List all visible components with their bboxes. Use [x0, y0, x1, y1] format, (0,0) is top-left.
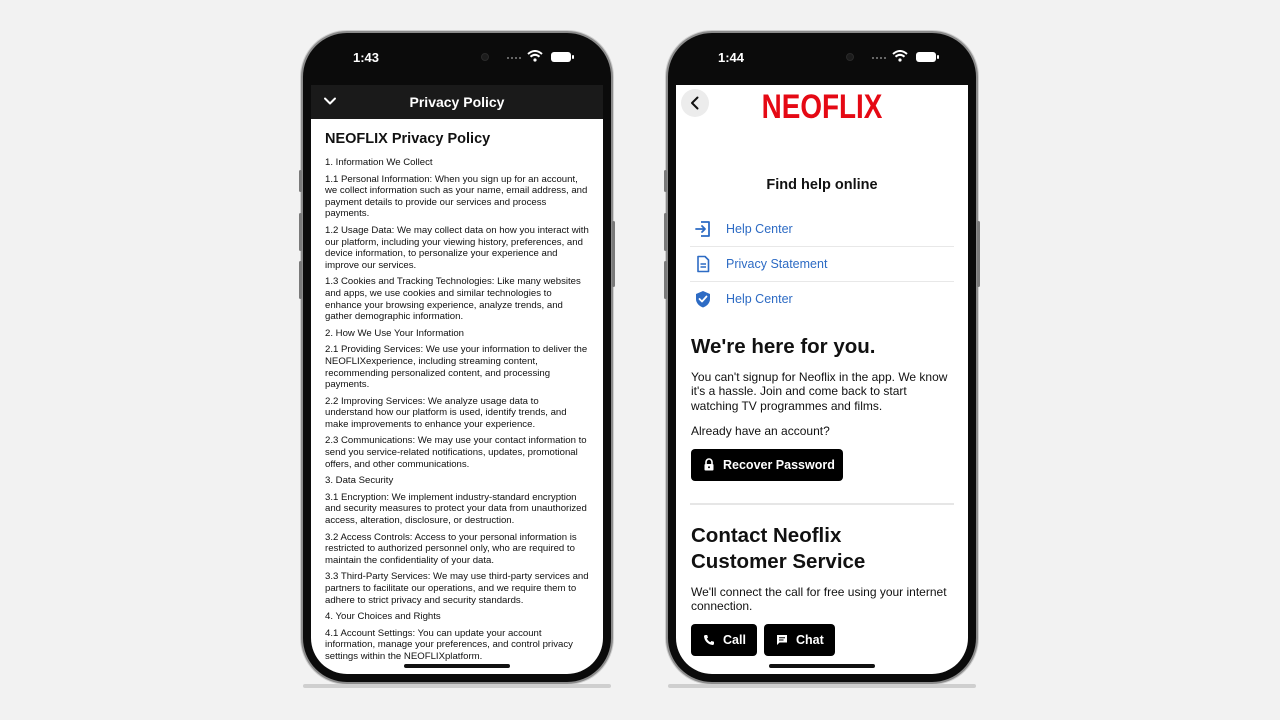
help-link-help-center-2[interactable] [690, 282, 954, 317]
policy-paragraph: 1.3 Cookies and Tracking Technologies: Like many websites and apps, we use cookies and similar technologies to enhance your browsing experience, analyze trends, and gather demographic information. [325, 276, 581, 323]
policy-paragraph: 3.3 Third-Party Services: We may use third-party services and partners to facilitate our operations, and we require them to adhere to strict privacy and security standards. [325, 571, 589, 606]
help-link-privacy-statement[interactable] [690, 247, 954, 282]
policy-paragraph: 4.1 Account Settings: You can update your account information, manage your preferences, and control privacy settings within the NEOFLIXplatform. [325, 627, 573, 662]
signup-info-text: You can't signup for Neoflix in the app. We know it's a hassle. Join and come back to start watching TV programmes and films. [691, 370, 948, 413]
help-link-label: Help Center [726, 222, 793, 236]
power-button [612, 221, 615, 287]
page-title: Privacy Policy [409, 94, 505, 110]
policy-paragraph: 1.2 Usage Data: We may collect data on how you interact with our platform, including your viewing history, preferences, and device information, to personalize your experience and improve our services. [325, 224, 589, 271]
chat-icon [776, 634, 788, 646]
help-screen [676, 85, 968, 674]
policy-paragraph: 2. How We Use Your Information [325, 327, 465, 339]
power-button [977, 221, 980, 287]
home-indicator[interactable] [769, 664, 875, 668]
login-arrow-icon [694, 220, 712, 238]
chat-button[interactable] [764, 624, 835, 656]
here-for-you-heading: We're here for you. [691, 335, 876, 358]
help-link-help-center[interactable] [690, 212, 954, 247]
camera-icon [846, 53, 854, 61]
volume-down-button [664, 261, 667, 299]
contact-heading: Contact Neoflix Customer Service [691, 524, 866, 573]
policy-paragraph: 1.1 Personal Information: When you sign up for an account, we collect information such as your name, email address, and payment details to provide our services and process payments. [325, 173, 588, 220]
status-time: 1:43 [353, 50, 380, 65]
policy-paragraph: 4. Your Choices and Rights [325, 611, 441, 623]
policy-paragraph: 2.1 Providing Services: We use your information to deliver the NEOFLIXexperience, including streaming content, recommending personalized content, and processing payments. [325, 344, 588, 391]
volume-up-button [299, 213, 302, 251]
battery-icon [551, 52, 571, 62]
policy-paragraph: 3.2 Access Controls: Access to your personal information is restricted to authorized personnel only, who are required to maintain the confidentiality of your data. [325, 531, 577, 566]
wifi-icon [527, 50, 543, 62]
signal-icon [872, 57, 886, 60]
section-divider [690, 503, 954, 505]
policy-paragraph: 3.1 Encryption: We implement industry-standard encryption and security measures to protect your data from unauthorized access, alteration, disclosure, or destruction. [325, 491, 587, 527]
find-help-heading: Find help online [766, 177, 878, 193]
policy-heading: NEOFLIX Privacy Policy [325, 131, 491, 147]
wifi-icon [892, 50, 908, 62]
volume-up-button [664, 213, 667, 251]
signal-icon [507, 57, 521, 60]
recover-password-label: Recover Password [723, 458, 835, 472]
mute-switch [664, 170, 667, 192]
help-link-label: Privacy Statement [726, 257, 828, 271]
policy-content[interactable] [311, 119, 603, 663]
call-button[interactable] [691, 624, 757, 656]
logo-text: NEOFLIX [762, 87, 882, 126]
mute-switch [299, 170, 302, 192]
battery-icon [916, 52, 936, 62]
chat-label: Chat [796, 633, 824, 647]
privacy-header [311, 85, 603, 119]
status-time: 1:44 [718, 50, 745, 65]
phone-icon [703, 634, 715, 646]
contact-info-text: We'll connect the call for free using your internet connection. [691, 585, 947, 614]
call-label: Call [723, 633, 746, 647]
policy-paragraph: 2.3 Communications: We may use your contact information to send you service-related notifications, updates, promotional offers, and other communications. [325, 435, 587, 470]
status-bar [696, 47, 948, 69]
policy-paragraph: 2.2 Improving Services: We analyze usage data to understand how our platform is used, identify trends, and make improvements to enhance your experience. [325, 395, 567, 430]
home-indicator[interactable] [404, 664, 510, 668]
already-account-text: Already have an account? [691, 424, 830, 438]
phone-privacy-policy [301, 31, 613, 684]
help-link-label: Help Center [726, 292, 793, 306]
privacy-policy-screen [311, 85, 603, 674]
recover-password-button[interactable] [691, 449, 843, 481]
phone-help [666, 31, 978, 684]
status-bar [331, 47, 583, 69]
policy-paragraph: 3. Data Security [325, 475, 394, 487]
volume-down-button [299, 261, 302, 299]
camera-icon [481, 53, 489, 61]
policy-paragraph: 1. Information We Collect [325, 157, 433, 168]
shield-check-icon [694, 290, 712, 308]
help-links-list [690, 212, 954, 317]
neoflix-logo [676, 86, 968, 131]
lock-icon [703, 458, 715, 471]
document-icon [694, 255, 712, 273]
